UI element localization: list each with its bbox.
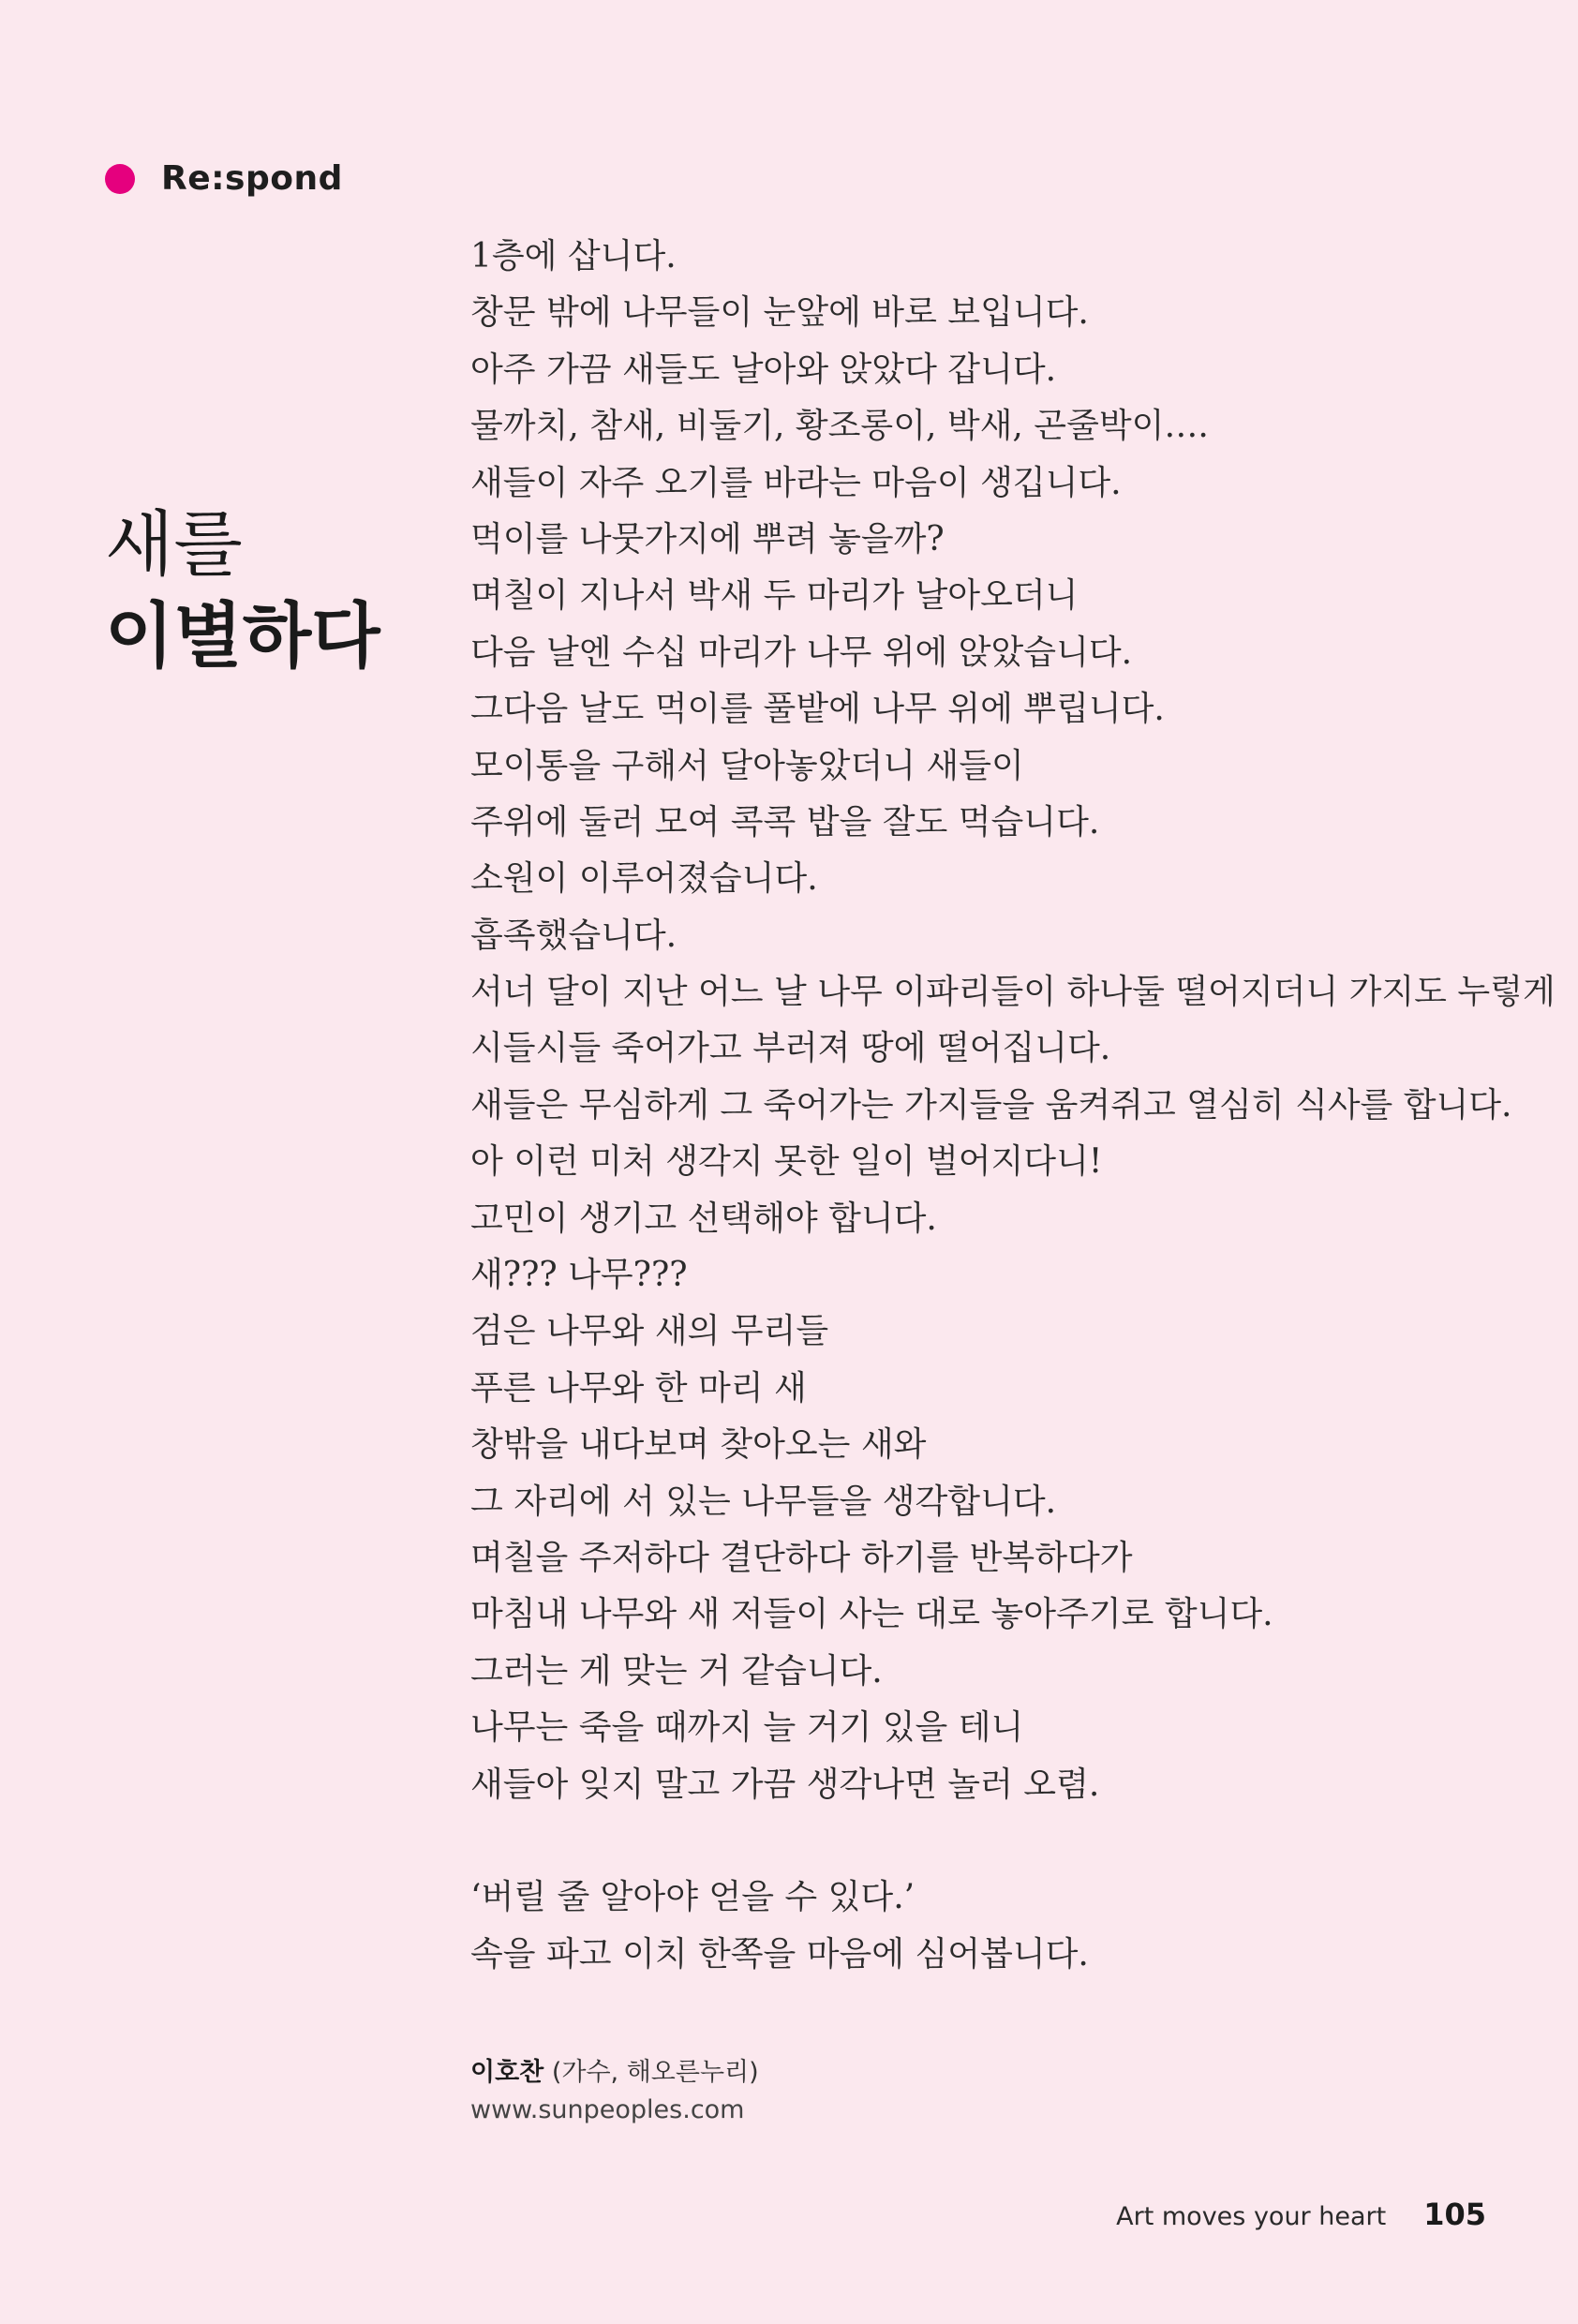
poem-line: 그다음 날도 먹이를 풀밭에 나무 위에 뿌립니다. xyxy=(470,690,1165,729)
section-header xyxy=(105,159,343,198)
poem-line: 시들시들 죽어가고 부러져 땅에 떨어집니다. xyxy=(470,1029,1111,1068)
poem-line: 새??? 나무??? xyxy=(470,1256,688,1295)
section-bullet-dot xyxy=(105,164,135,194)
poem-line: 모이통을 구해서 달아놓았더니 새들이 xyxy=(470,746,1024,785)
poem-line: 새들은 무심하게 그 죽어가는 가지들을 움켜쥐고 열심히 식사를 합니다. xyxy=(470,1085,1512,1125)
article-title-line-2: 이별하다 xyxy=(105,594,380,678)
poem-line: 아 이런 미처 생각지 못한 일이 벌어지다니! xyxy=(470,1142,1103,1182)
section-label: Re:spond xyxy=(161,159,343,198)
author-name: 이호찬 xyxy=(470,2058,544,2087)
poem-stanza-2 xyxy=(470,1870,1520,1983)
stanza-gap xyxy=(470,1813,1520,1870)
poem-line: 주위에 둘러 모여 콕콕 밥을 잘도 먹습니다. xyxy=(470,802,1100,842)
poem-line: 서너 달이 지난 어느 날 나무 이파리들이 하나둘 떨어지더니 가지도 누렇게 xyxy=(470,973,1556,1012)
page-footer xyxy=(1116,2197,1486,2232)
poem-line: 흡족했습니다. xyxy=(470,916,677,955)
poem-line: 새들아 잊지 말고 가끔 생각나면 놀러 오렴. xyxy=(470,1765,1100,1804)
poem-line: 푸른 나무와 한 마리 새 xyxy=(470,1368,807,1408)
poem-line: 먹이를 나뭇가지에 뿌려 놓을까? xyxy=(470,519,945,559)
footer-tagline: Art moves your heart xyxy=(1116,2202,1387,2231)
poem-line: ‘버릴 줄 알아야 얻을 수 있다.’ xyxy=(470,1878,916,1917)
poem-line: 1층에 삽니다. xyxy=(470,237,677,276)
article-title-line-1: 새를 xyxy=(105,502,243,586)
poem-line: 새들이 자주 오기를 바라는 마음이 생깁니다. xyxy=(470,463,1122,502)
poem-line: 속을 파고 이치 한쪽을 마음에 심어봅니다. xyxy=(470,1934,1089,1974)
poem-line: 며칠을 주저하다 결단하다 하기를 반복하다가 xyxy=(470,1538,1133,1577)
poem-line: 물까치, 참새, 비둘기, 황조롱이, 박새, 곤줄박이…. xyxy=(470,407,1209,446)
article-title xyxy=(105,499,380,682)
poem-body xyxy=(470,229,1556,1983)
poem-line: 아주 가끔 새들도 날아와 앉았다 갑니다. xyxy=(470,350,1057,389)
poem-line: 다음 날엔 수십 마리가 나무 위에 앉았습니다. xyxy=(470,633,1133,672)
page-number: 105 xyxy=(1423,2197,1486,2232)
author-credit xyxy=(470,2054,759,2129)
poem-line: 고민이 생기고 선택해야 합니다. xyxy=(470,1199,937,1238)
poem-line: 소원이 이루어졌습니다. xyxy=(470,859,818,899)
author-role: (가수, 해오른누리) xyxy=(551,2058,759,2087)
author-name-line xyxy=(470,2054,759,2092)
poem-stanza-1 xyxy=(470,229,1556,1813)
poem-line: 그러는 게 맞는 거 같습니다. xyxy=(470,1651,883,1691)
poem-line: 마침내 나무와 새 저들이 사는 대로 놓아주기로 합니다. xyxy=(470,1595,1273,1634)
poem-line: 그 자리에 서 있는 나무들을 생각합니다. xyxy=(470,1482,1057,1521)
poem-line: 검은 나무와 새의 무리들 xyxy=(470,1312,829,1351)
poem-line: 며칠이 지나서 박새 두 마리가 날아오더니 xyxy=(470,576,1079,616)
author-website-link[interactable]: www.sunpeoples.com xyxy=(470,2095,745,2124)
poem-line: 나무는 죽을 때까지 늘 거기 있을 테니 xyxy=(470,1708,1024,1748)
poem-line: 창문 밖에 나무들이 눈앞에 바로 보입니다. xyxy=(470,293,1089,333)
poem-line: 창밖을 내다보며 찾아오는 새와 xyxy=(470,1425,927,1465)
